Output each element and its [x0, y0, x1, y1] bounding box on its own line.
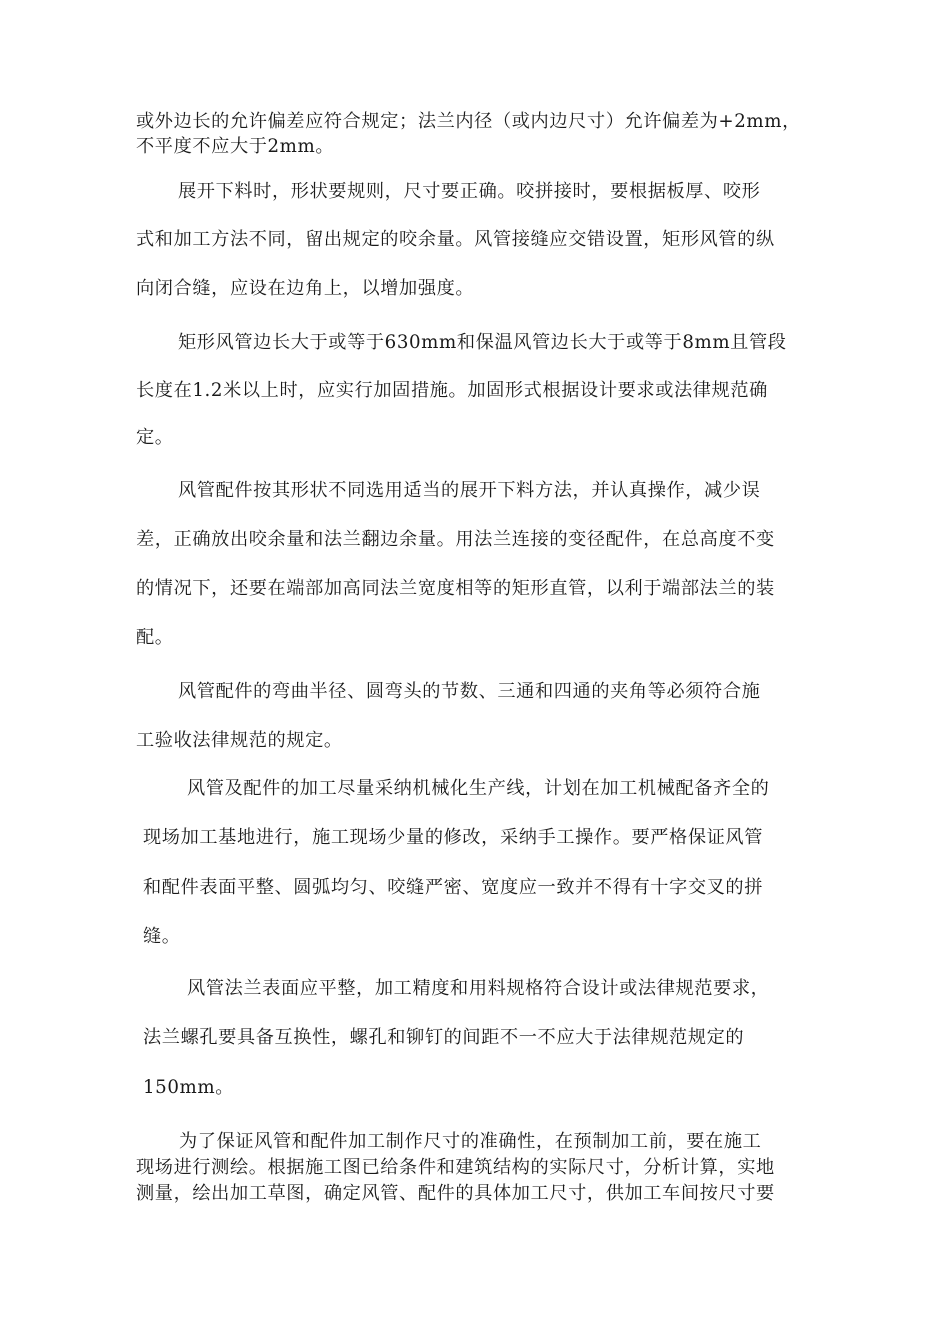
- text-line: 或外边长的允许偏差应符合规定；法兰内径（或内边尺寸）允许偏差为+2mm，: [136, 111, 801, 132]
- text-line: 式和加工方法不同，留出规定的咬余量。风管接缝应交错设置，矩形风管的纵: [136, 229, 775, 250]
- text-line: 差，正确放出咬余量和法兰翻边余量。用法兰连接的变径配件，在总高度不变: [136, 529, 775, 550]
- text-line: 150mm。: [143, 1077, 234, 1098]
- text-line: 测量，绘出加工草图，确定风管、配件的具体加工尺寸，供加工车间按尺寸要: [136, 1183, 775, 1204]
- text-line: 和配件表面平整、圆弧均匀、咬缝严密、宽度应一致并不得有十字交叉的拼: [143, 877, 763, 898]
- text-line: 矩形风管边长大于或等于630mm和保温风管边长大于或等于8mm且管段: [178, 332, 787, 353]
- text-line: 为了保证风管和配件加工制作尺寸的准确性，在预制加工前，要在施工: [179, 1131, 762, 1152]
- text-line: 现场加工基地进行，施工现场少量的修改，采纳手工操作。要严格保证风管: [143, 827, 763, 848]
- text-line: 工验收法律规范的规定。: [136, 730, 343, 751]
- text-line: 现场进行测绘。根据施工图已给条件和建筑结构的实际尺寸，分析计算，实地: [136, 1157, 775, 1178]
- text-line: 风管及配件的加工尽量采纳机械化生产线，计划在加工机械配备齐全的: [187, 778, 770, 799]
- text-line: 风管配件按其形状不同选用适当的展开下料方法，并认真操作，减少误: [178, 480, 761, 501]
- text-line: 缝。: [143, 926, 181, 947]
- text-line: 风管配件的弯曲半径、圆弯头的节数、三通和四通的夹角等必须符合施: [178, 681, 761, 702]
- text-line: 的情况下，还要在端部加高同法兰宽度相等的矩形直管，以利于端部法兰的装: [136, 578, 775, 599]
- text-line: 展开下料时，形状要规则，尺寸要正确。咬拼接时，要根据板厚、咬形: [178, 181, 761, 202]
- text-line: 不平度不应大于2mm。: [136, 136, 335, 157]
- text-line: 风管法兰表面应平整，加工精度和用料规格符合设计或法律规范要求，: [187, 978, 770, 999]
- text-line: 配。: [136, 627, 174, 648]
- text-line: 长度在1.2米以上时，应实行加固措施。加固形式根据设计要求或法律规范确: [136, 380, 768, 401]
- text-line: 定。: [136, 427, 174, 448]
- text-line: 法兰螺孔要具备互换性，螺孔和铆钉的间距不一不应大于法律规范规定的: [143, 1027, 745, 1048]
- text-line: 向闭合缝，应设在边角上，以增加强度。: [136, 278, 475, 299]
